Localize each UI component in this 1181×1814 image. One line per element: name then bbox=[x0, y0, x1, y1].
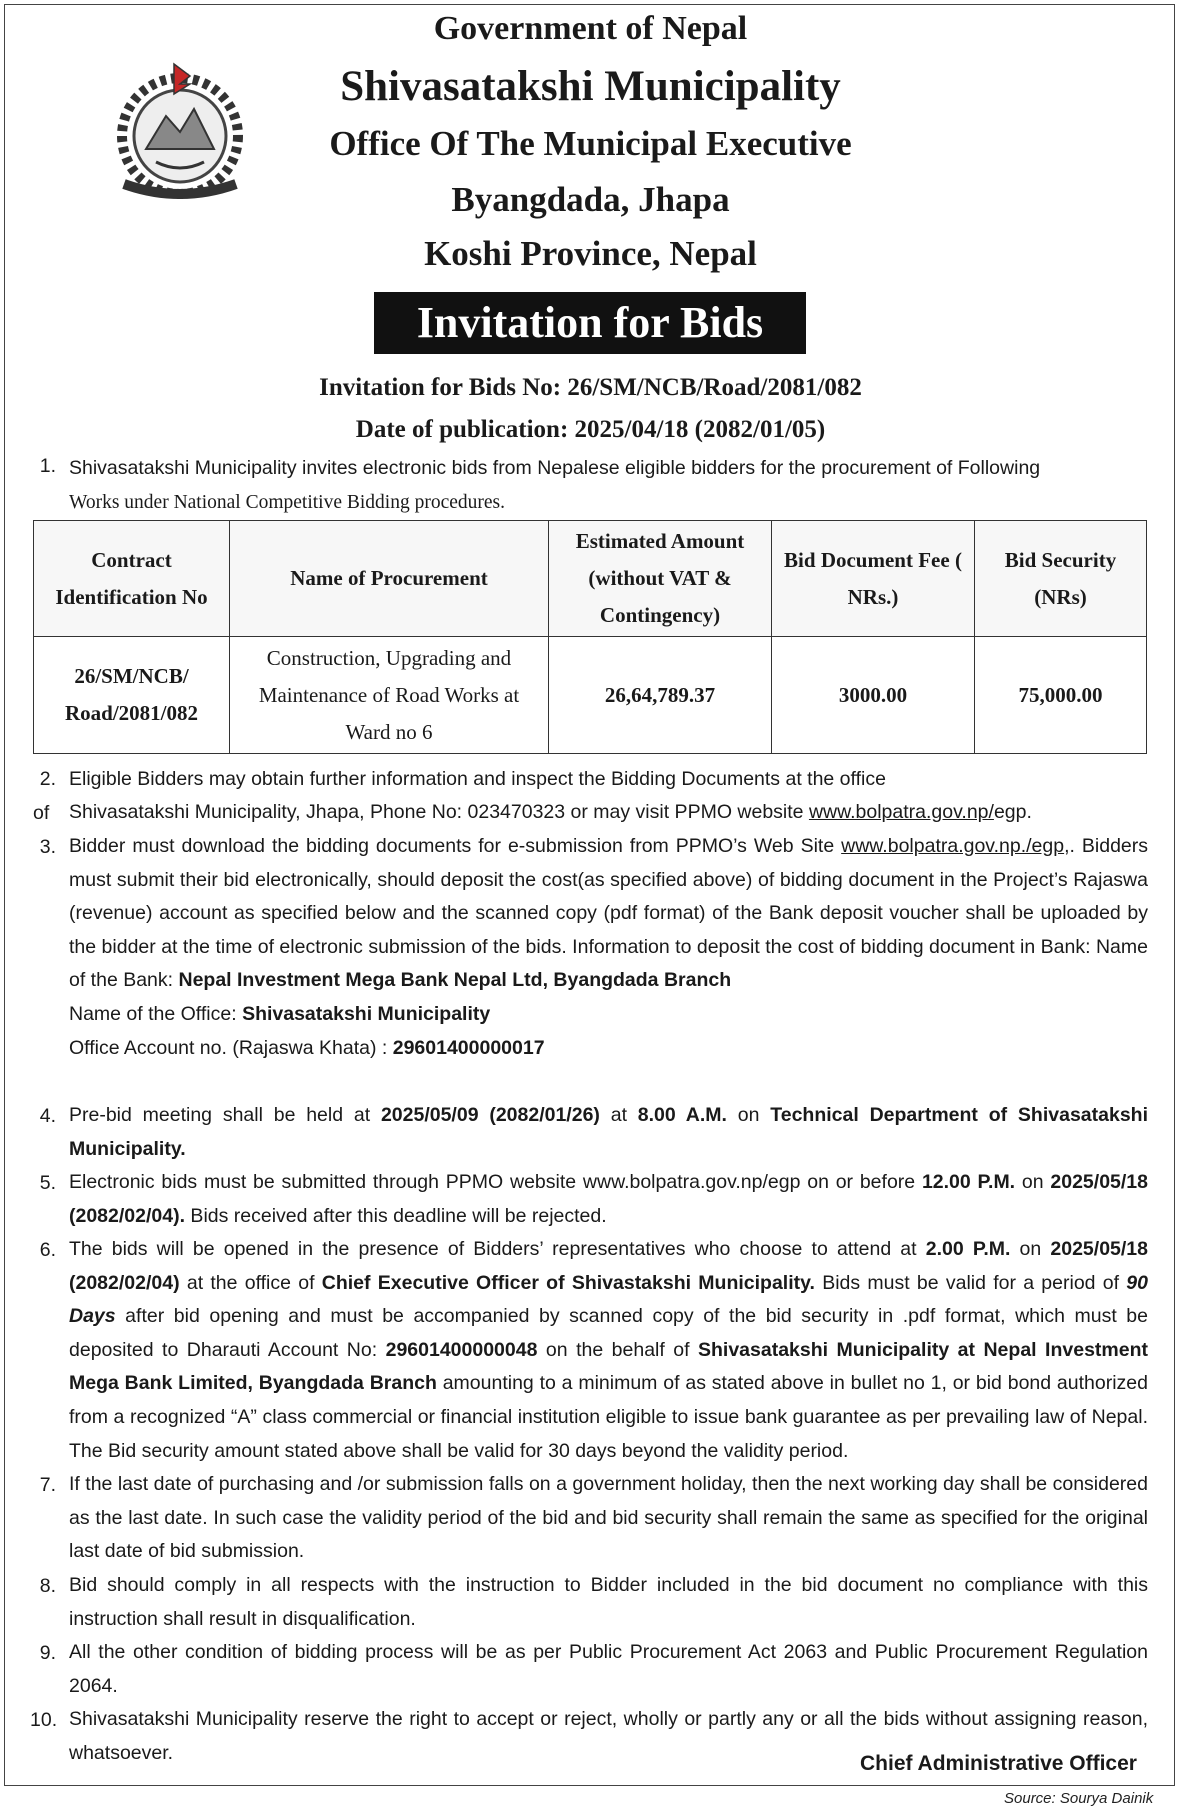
item-10-text: Shivasatakshi Municipality reserve the right to accept or reject, wholly or partly any or all the bids without assigning reason, whatsoever. bbox=[69, 1708, 1148, 1764]
item-6-a: The bids will be opened in the presence of Bidders’ representatives who choose to attend at bbox=[69, 1238, 926, 1260]
opening-office: Chief Executive Officer of Shivastakshi Municipality. bbox=[321, 1271, 815, 1294]
table-header: Contract Identification No bbox=[34, 521, 230, 637]
header-location: Byangdada, Jhapa bbox=[451, 180, 730, 219]
ifb-number: Invitation for Bids No: 26/SM/NCB/Road/2081/082 bbox=[319, 374, 862, 401]
item-6-d: Bids must be valid for a period of bbox=[814, 1271, 1127, 1294]
item-number: 7. bbox=[39, 1474, 56, 1496]
signatory: Chief Administrative Officer bbox=[860, 1752, 1137, 1775]
source-credit: Source: Sourya Dainik bbox=[1004, 1790, 1154, 1807]
item-1-line-b: Works under National Competitive Bidding procedures. bbox=[69, 491, 506, 513]
ppmo-link[interactable]: www.bolpatra.gov.np/ bbox=[808, 801, 994, 823]
office-label: Name of the Office: bbox=[69, 1002, 243, 1025]
table-cell: 75,000.00 bbox=[975, 637, 1147, 754]
prebid-date: 2025/05/09 (2082/01/26) bbox=[380, 1104, 600, 1126]
account-label: Office Account no. (Rajaswa Khata) : bbox=[69, 1036, 393, 1059]
item-6-c: at the office of bbox=[179, 1271, 322, 1294]
item-number: 2. bbox=[39, 768, 56, 790]
item-2-text: Shivasatakshi Municipality, Jhapa, Phone No: 023470323 or may visit PPMO website bbox=[69, 801, 809, 823]
item-1-text bbox=[69, 452, 1148, 519]
item-7-text: If the last date of purchasing and /or submission falls on a government holiday, then the next working day shall be considered as the last date. In such case the validity period of the bid and bid security shall remain the same as specified for the original last date of bid submission. bbox=[69, 1473, 1148, 1563]
item-2-line-b bbox=[69, 796, 1148, 830]
item-6-text bbox=[69, 1233, 1148, 1468]
item-2-of: of bbox=[33, 802, 50, 824]
item-2-end: egp. bbox=[993, 801, 1032, 823]
item-number: 8. bbox=[39, 1575, 56, 1597]
item-1-line-a: Shivasatakshi Municipality invites electronic bids from Nepalese eligible bidders for the procurement of Following bbox=[69, 457, 1041, 479]
opening-time: 2.00 P.M. bbox=[925, 1238, 1011, 1260]
item-4-text bbox=[69, 1099, 1148, 1166]
item-6-g: amounting to a minimum of as stated above in bullet no 1, or bid bond authorized from a recognized “A” class commercial or financial institution eligible to issue bank guarantee as per prevailing law of Nepal. The Bid security amount stated above shall be valid for 30 days beyond the validity period. bbox=[69, 1372, 1148, 1462]
table-header: Estimated Amount (without VAT & Contingency) bbox=[549, 521, 772, 637]
item-8-text: Bid should comply in all respects with the instruction to Bidder included in the bid document no compliance with this instruction shall result in disqualification. bbox=[69, 1574, 1148, 1630]
item-5-text bbox=[69, 1166, 1148, 1233]
header-government: Government of Nepal bbox=[433, 10, 748, 47]
table-header: Name of Procurement bbox=[230, 521, 549, 637]
item-5-b: on bbox=[1015, 1171, 1051, 1193]
table-cell: Construction, Upgrading and Maintenance of Road Works at Ward no 6 bbox=[230, 637, 549, 754]
security-bank: Shivasatakshi Municipality at Nepal Investment Mega Bank Limited, Byangdada Branch bbox=[69, 1338, 1148, 1395]
item-3-text bbox=[69, 830, 1148, 1065]
item-4-a: Pre-bid meeting shall be held at bbox=[69, 1104, 381, 1126]
item-6-f: on the behalf of bbox=[537, 1338, 698, 1361]
title-banner: Invitation for Bids bbox=[374, 292, 806, 354]
item-6-b: on bbox=[1010, 1238, 1051, 1260]
prebid-time: 8.00 A.M. bbox=[637, 1104, 727, 1126]
table-header: Bid Security (NRs) bbox=[975, 521, 1147, 637]
table-cell: 26,64,789.37 bbox=[549, 637, 772, 754]
office-name: Shivasatakshi Municipality bbox=[242, 1002, 491, 1025]
item-number: 1. bbox=[39, 455, 56, 477]
validity-days: 90 Days bbox=[69, 1271, 1148, 1328]
header-province: Koshi Province, Nepal bbox=[424, 234, 757, 273]
item-number: 3. bbox=[39, 836, 56, 858]
item-number: 9. bbox=[39, 1642, 56, 1664]
item-number: 4. bbox=[39, 1105, 56, 1127]
table-row bbox=[34, 637, 1147, 754]
submission-date: 2025/05/18 (2082/02/04). bbox=[69, 1171, 1148, 1227]
item-number: 10. bbox=[30, 1709, 58, 1731]
item-4-c: on bbox=[726, 1104, 771, 1126]
item-number: 6. bbox=[39, 1239, 56, 1261]
procurement-table bbox=[33, 520, 1147, 754]
ppmo-link-2[interactable]: www.bolpatra.gov.np./egp bbox=[841, 835, 1065, 857]
header-municipality: Shivasatakshi Municipality bbox=[340, 63, 841, 110]
item-9-text: All the other condition of bidding process will be as per Public Procurement Act 2063 and Public Procurement Regulation 2064. bbox=[69, 1641, 1148, 1697]
submission-time: 12.00 P.M. bbox=[921, 1171, 1016, 1193]
dharauti-account: 29601400000048 bbox=[385, 1338, 538, 1361]
publication-date: Date of publication: 2025/04/18 (2082/01/05) bbox=[355, 416, 826, 443]
item-6-e: after bid opening and must be accompanied by scanned copy of the bid security in .pdf format, which must be deposited to Dharauti Account No: bbox=[69, 1305, 1148, 1361]
prebid-place: Technical Department of Shivasatakshi Municipality. bbox=[69, 1104, 1148, 1160]
table-header: Bid Document Fee ( NRs.) bbox=[772, 521, 975, 637]
item-3-lead: Bidder must download the bidding documents for e-submission from PPMO’s Web Site bbox=[69, 835, 842, 857]
table-cell: 3000.00 bbox=[772, 637, 975, 754]
header-office: Office Of The Municipal Executive bbox=[329, 124, 852, 163]
table-cell: 26/SM/NCB/ Road/2081/082 bbox=[34, 637, 230, 754]
item-5-c: Bids received after this deadline will be rejected. bbox=[185, 1204, 607, 1227]
item-5-a: Electronic bids must be submitted through PPMO website www.bolpatra.gov.np/egp on or before bbox=[69, 1171, 922, 1193]
item-2-line-a: Eligible Bidders may obtain further information and inspect the Bidding Documents at the office bbox=[69, 768, 886, 790]
account-number: 29601400000017 bbox=[392, 1036, 545, 1059]
item-3-body: ,. Bidders must submit their bid electronically, should deposit the cost(as specified above) of bidding document in the Project’s Rajaswa (revenue) account as specified below and the scanned copy (pdf format) of the Bank deposit voucher shall be uploaded by the bidder at the time of electronic submission of the bids. Information to deposit the cost of bidding document in Bank: Name of the Bank: bbox=[69, 835, 1149, 992]
opening-date: 2025/05/18 (2082/02/04) bbox=[69, 1238, 1148, 1294]
bank-name: Nepal Investment Mega Bank Nepal Ltd, Byangdada Branch bbox=[178, 969, 732, 992]
item-4-b: at bbox=[599, 1104, 638, 1126]
item-number: 5. bbox=[39, 1172, 56, 1194]
